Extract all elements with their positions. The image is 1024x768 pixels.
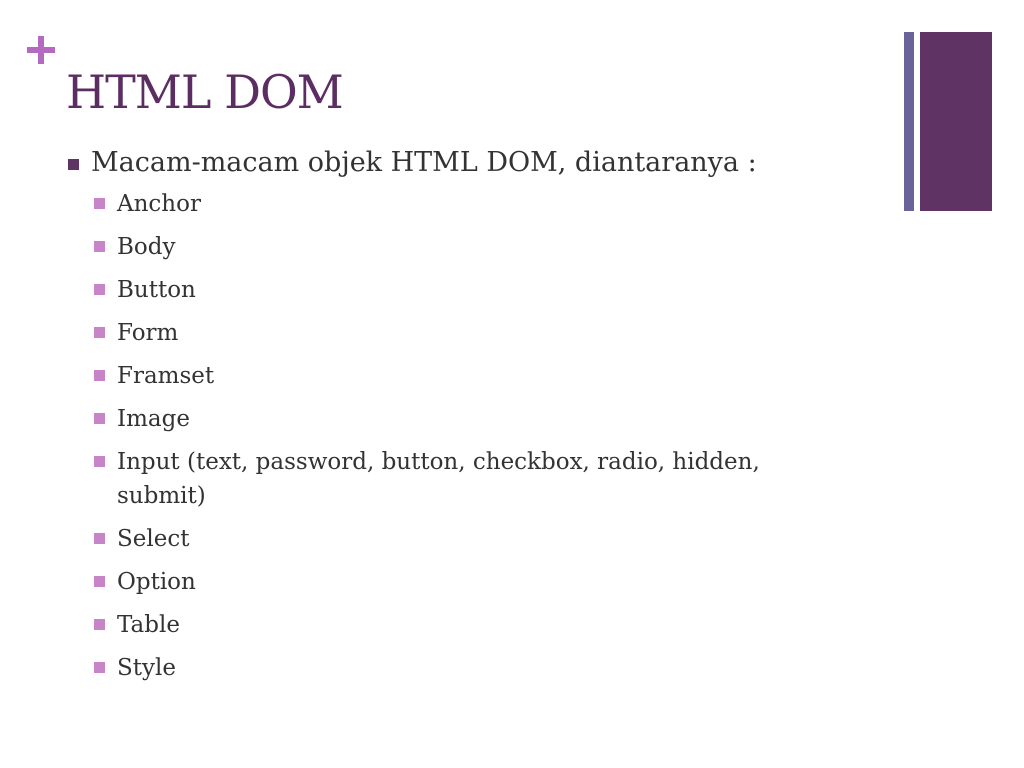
square-bullet-icon [94, 576, 105, 587]
square-bullet-icon [94, 619, 105, 630]
list-item [94, 608, 868, 642]
decor-block-wide [920, 32, 992, 211]
list-item-text: Style [117, 655, 176, 681]
list-item [94, 522, 868, 556]
square-bullet-icon [68, 159, 79, 170]
square-bullet-icon [94, 327, 105, 338]
plus-icon [27, 36, 55, 64]
list-item [94, 187, 868, 221]
list-item-text: Table [117, 612, 180, 638]
list-item-text: Anchor [117, 191, 201, 217]
square-bullet-icon [94, 413, 105, 424]
list-item [94, 359, 868, 393]
list-item [94, 230, 868, 264]
square-bullet-icon [94, 370, 105, 381]
list-item [94, 273, 868, 307]
list-item-text: Select [117, 526, 190, 552]
slide-content [68, 143, 868, 694]
list-item-text: Image [117, 406, 190, 432]
decor-bar-thin [904, 32, 914, 211]
plus-icon-vertical [38, 36, 44, 64]
list-item [94, 565, 868, 599]
slide-title: HTML DOM [66, 65, 343, 119]
list-item-text: Framset [117, 363, 215, 389]
main-bullet-point [68, 143, 868, 187]
list-item-text: Body [117, 234, 176, 260]
list-item-text: Button [117, 277, 196, 303]
list-item [94, 316, 868, 350]
list-item-text: Option [117, 569, 196, 595]
list-item [94, 651, 868, 685]
square-bullet-icon [94, 662, 105, 673]
square-bullet-icon [94, 456, 105, 467]
list-item-text: Input (text, password, button, checkbox, radio, hidden, submit) [117, 449, 760, 509]
object-list [68, 187, 868, 685]
square-bullet-icon [94, 241, 105, 252]
square-bullet-icon [94, 284, 105, 295]
main-bullet-text: Macam-macam objek HTML DOM, diantaranya : [91, 147, 757, 178]
list-item [94, 445, 868, 513]
square-bullet-icon [94, 198, 105, 209]
list-item-text: Form [117, 320, 179, 346]
square-bullet-icon [94, 533, 105, 544]
list-item [94, 402, 868, 436]
